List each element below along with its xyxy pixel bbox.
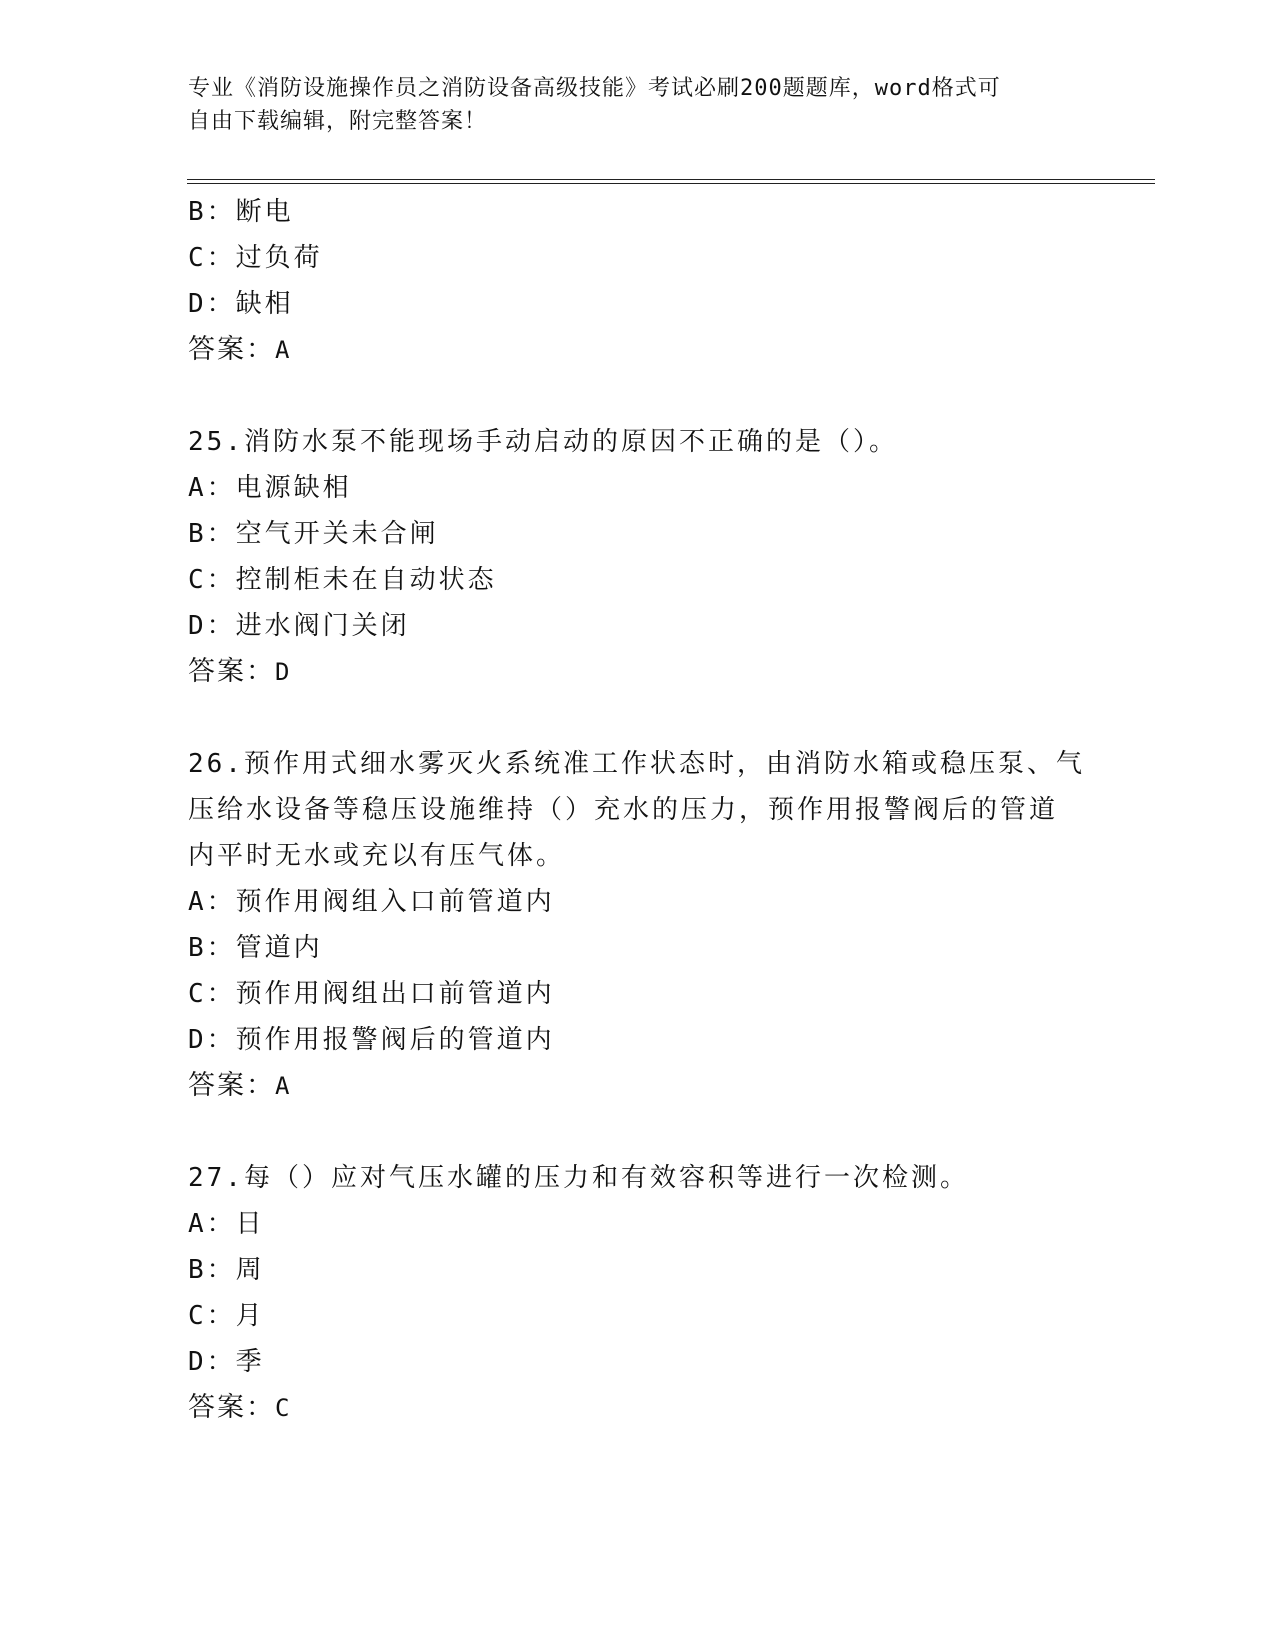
header-divider-top <box>187 179 1155 180</box>
answer-label: 答案： <box>188 334 275 365</box>
spacer <box>188 373 1088 419</box>
option-d: D：进水阀门关闭 <box>188 611 410 641</box>
answer-value: A <box>275 336 292 364</box>
answer-line <box>188 1385 1088 1431</box>
question-stem-line: 压给水设备等稳压设施维持（）充水的压力，预作用报警阀后的管道 <box>188 795 1059 825</box>
option-c: C：控制柜未在自动状态 <box>188 565 497 595</box>
option-c: C：月 <box>188 1301 265 1331</box>
question-stem-line: 26.预作用式细水雾灭火系统准工作状态时，由消防水箱或稳压泵、气 <box>188 749 1085 779</box>
answer-label: 答案： <box>188 1392 275 1423</box>
question-stem-line: 内平时无水或充以有压气体。 <box>188 841 566 871</box>
answer-line <box>188 327 1088 373</box>
header-title-line-1: 专业《消防设施操作员之消防设备高级技能》考试必刷200题题库，word格式可 <box>188 76 1001 101</box>
option-b: B：断电 <box>188 197 294 227</box>
question-26 <box>188 741 1088 1109</box>
answer-line <box>188 1063 1088 1109</box>
header-title-line-2: 自由下载编辑，附完整答案！ <box>188 109 488 134</box>
question-25 <box>188 419 1088 695</box>
question-stem <box>188 1155 1088 1201</box>
question-stem <box>188 419 1088 465</box>
option-b: B：空气开关未合闸 <box>188 519 439 549</box>
option-b: B：管道内 <box>188 933 323 963</box>
option-a: A：电源缺相 <box>188 473 352 503</box>
question-list <box>188 189 1088 1431</box>
option-c: C：过负荷 <box>188 243 323 273</box>
question-stem-line: 27.每（）应对气压水罐的压力和有效容积等进行一次检测。 <box>188 1163 969 1193</box>
question-stem-line: 25.消防水泵不能现场手动启动的原因不正确的是（）。 <box>188 427 898 457</box>
answer-value: C <box>275 1394 292 1422</box>
answer-label: 答案： <box>188 656 275 687</box>
answer-value: A <box>275 1072 292 1100</box>
question-stem <box>188 741 1088 879</box>
option-a: A：预作用阀组入口前管道内 <box>188 887 555 917</box>
answer-value: D <box>275 658 292 686</box>
document-header <box>188 72 1068 138</box>
option-c: C：预作用阀组出口前管道内 <box>188 979 555 1009</box>
answer-label: 答案： <box>188 1070 275 1101</box>
option-b: B：周 <box>188 1255 265 1285</box>
answer-line <box>188 649 1088 695</box>
question-27 <box>188 1155 1088 1431</box>
spacer <box>188 1109 1088 1155</box>
option-d: D：缺相 <box>188 289 294 319</box>
header-divider-bottom <box>187 183 1155 184</box>
spacer <box>188 695 1088 741</box>
option-d: D：季 <box>188 1347 265 1377</box>
question-24-continued <box>188 189 1088 373</box>
option-d: D：预作用报警阀后的管道内 <box>188 1025 555 1055</box>
option-a: A：日 <box>188 1209 265 1239</box>
